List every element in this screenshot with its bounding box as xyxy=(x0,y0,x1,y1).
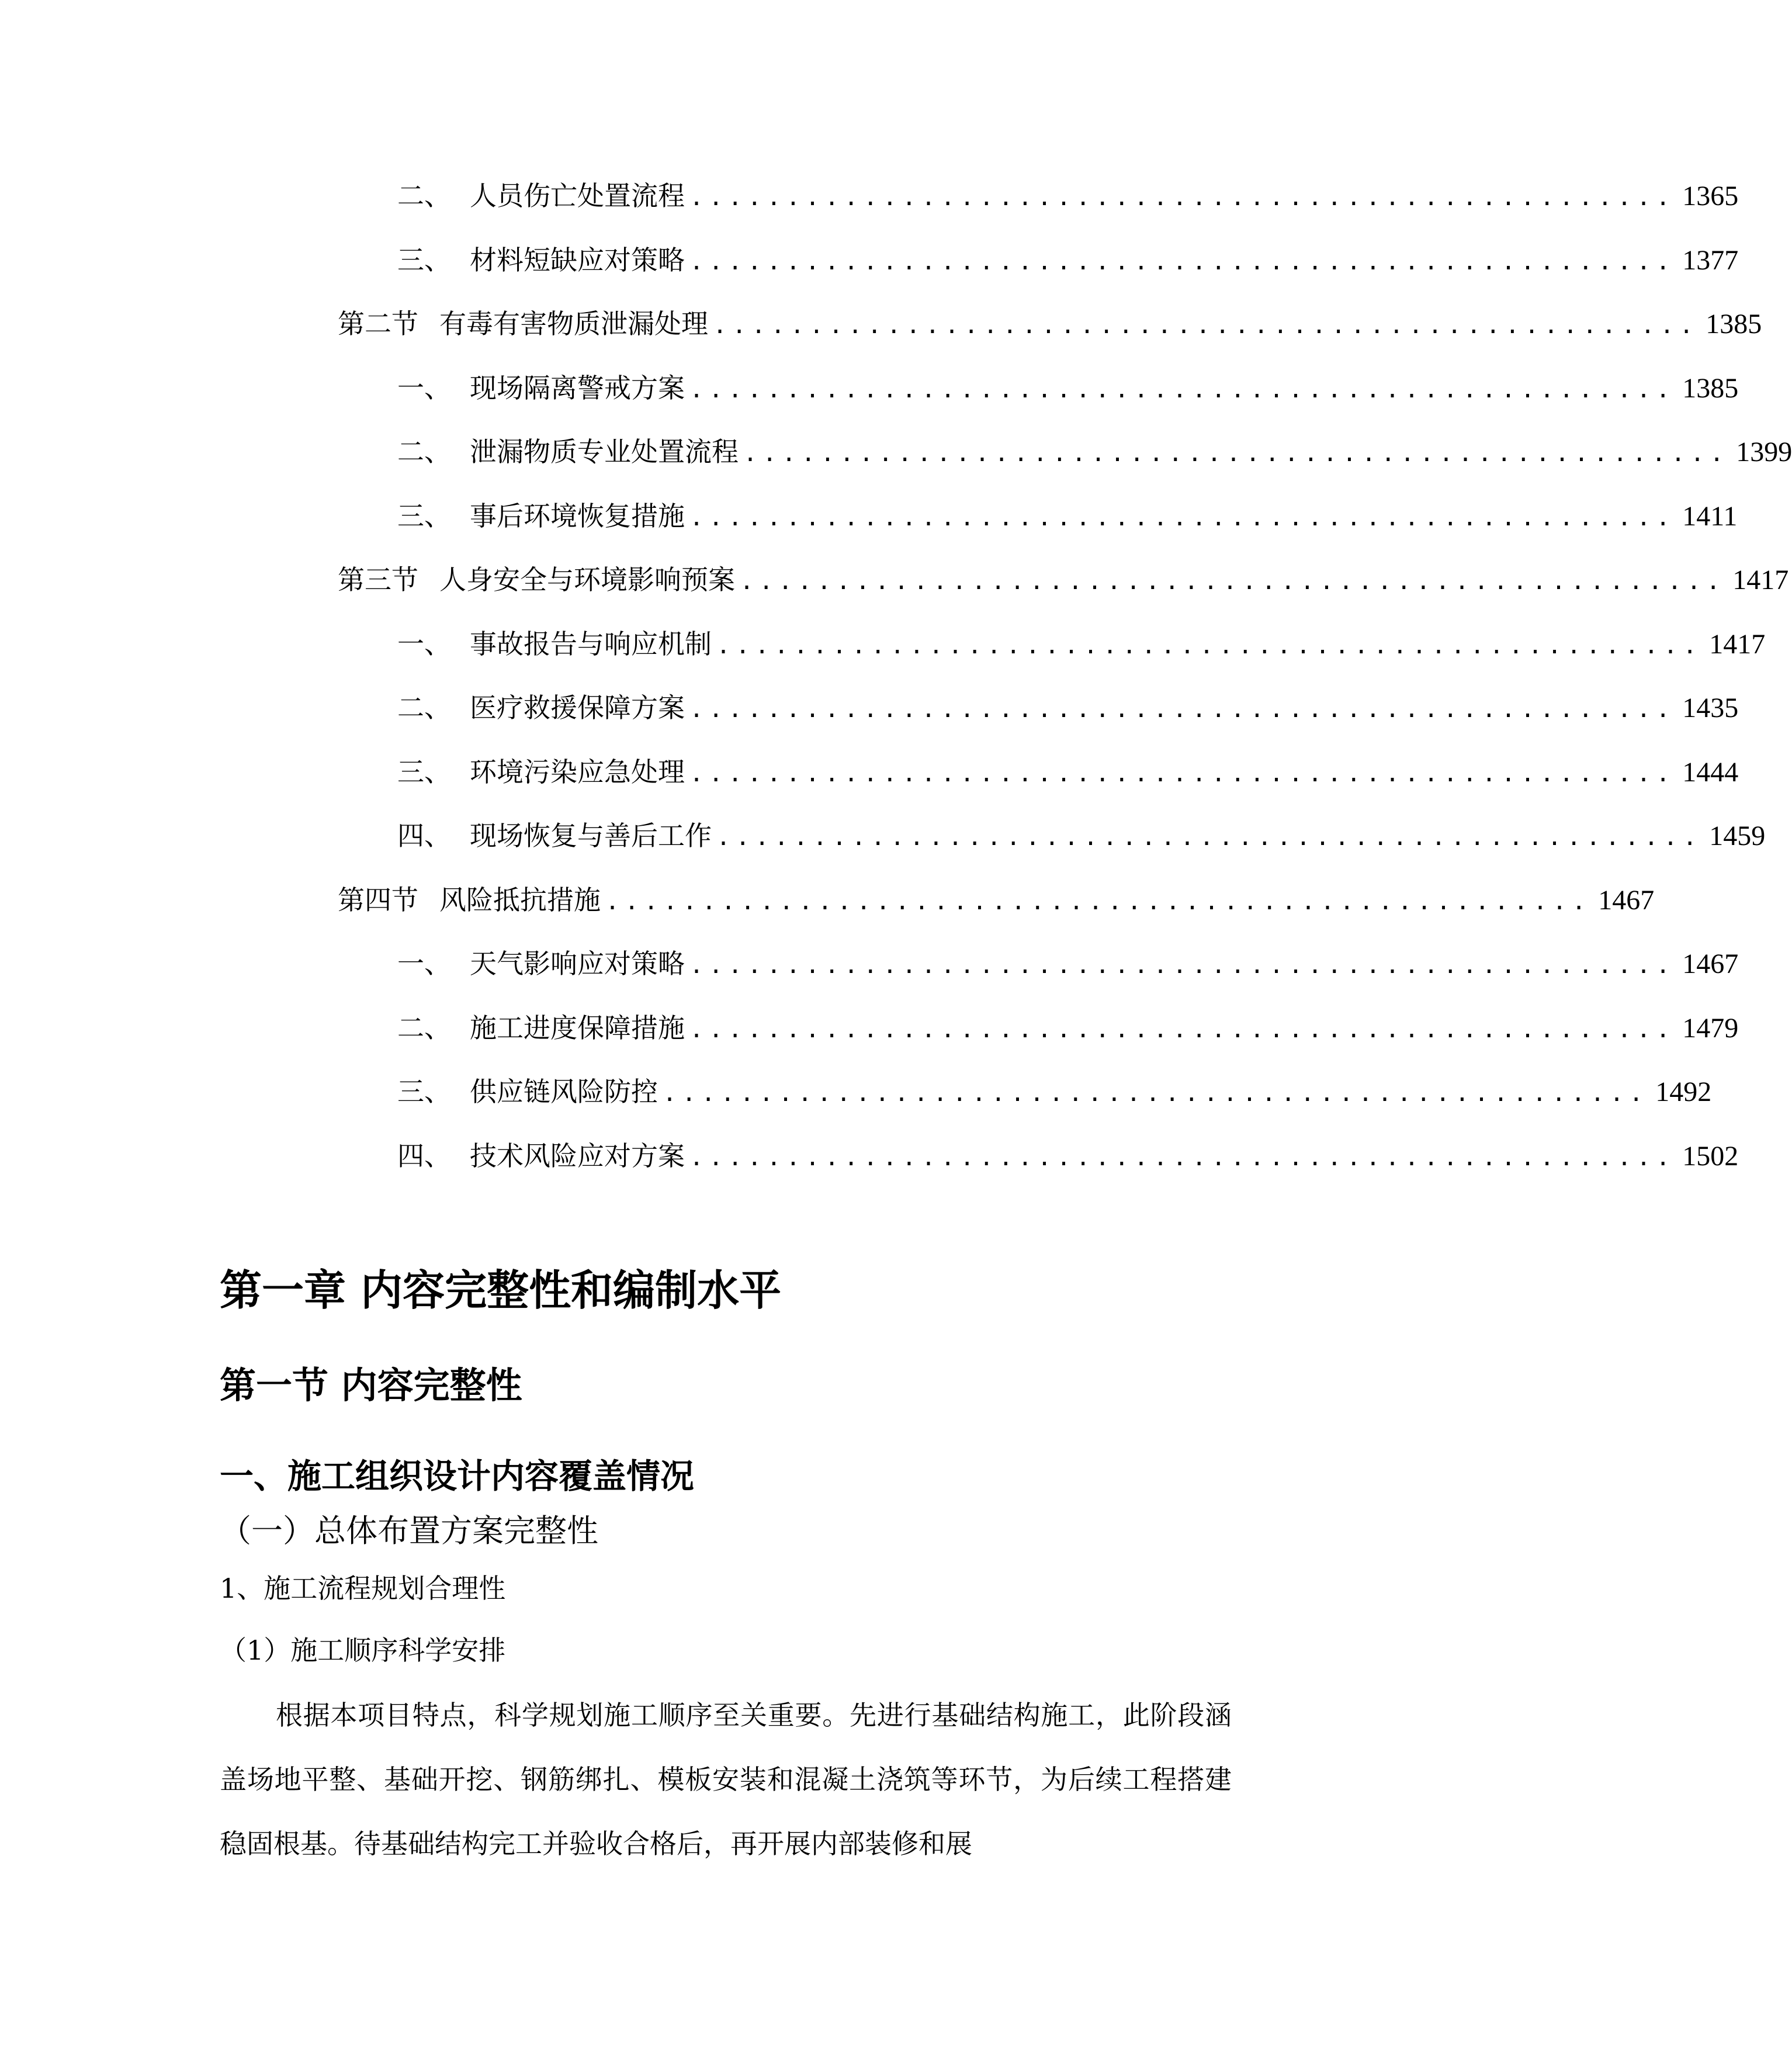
toc-entry[interactable] xyxy=(397,818,1766,853)
toc-entry-title: 现场隔离警戒方案 xyxy=(470,372,685,404)
toc-entry-title: 事故报告与响应机制 xyxy=(470,628,712,660)
toc-entry-number: 二、 xyxy=(397,436,451,468)
toc-entry-number: 一、 xyxy=(397,628,451,660)
toc-entry-title: 泄漏物质专业处置流程 xyxy=(470,436,739,468)
toc-entry[interactable] xyxy=(397,754,1739,789)
toc-entry[interactable] xyxy=(397,1010,1739,1045)
toc-dot-leader: ................................................... xyxy=(689,1016,1676,1043)
toc-page-number: 1385 xyxy=(1706,309,1762,340)
toc-page-number: 1502 xyxy=(1682,1141,1739,1172)
toc-entry-title: 有毒有害物质泄漏处理 xyxy=(439,308,708,340)
toc-entry-number: 二、 xyxy=(397,1012,451,1044)
toc-dot-leader: ................................................... xyxy=(689,1144,1676,1171)
toc-entry[interactable] xyxy=(397,178,1739,213)
toc-entry[interactable] xyxy=(397,498,1738,534)
toc-entry-title: 天气影响应对策略 xyxy=(470,948,685,979)
toc-page-number: 1467 xyxy=(1598,885,1655,916)
toc-entry[interactable] xyxy=(338,562,1789,597)
toc-dot-leader: ................................................... xyxy=(689,504,1676,531)
toc-page-number: 1385 xyxy=(1682,373,1739,404)
toc-entry[interactable] xyxy=(397,1074,1712,1109)
toc-entry-number: 一、 xyxy=(397,372,451,404)
toc-page-number: 1467 xyxy=(1682,948,1739,979)
toc-entry[interactable] xyxy=(397,626,1766,662)
toc-entry-title: 供应链风险防控 xyxy=(470,1076,658,1107)
toc-entry-title: 技术风险应对方案 xyxy=(470,1140,685,1172)
toc-dot-leader: ................................................... xyxy=(663,1080,1649,1107)
toc-entry[interactable] xyxy=(397,434,1792,469)
toc-entry[interactable] xyxy=(397,690,1739,725)
chapter-heading: 第一章 内容完整性和编制水平 xyxy=(220,1266,782,1315)
toc-page-number: 1417 xyxy=(1732,565,1789,595)
toc-dot-leader: ................................................... xyxy=(605,888,1592,915)
toc-entry-number: 二、 xyxy=(397,692,451,723)
toc-page-number: 1417 xyxy=(1709,629,1766,660)
toc-entry[interactable] xyxy=(397,243,1739,278)
toc-entry-number: 第三节 xyxy=(338,564,418,595)
toc-dot-leader: ................................................... xyxy=(689,248,1676,275)
toc-dot-leader: ................................................... xyxy=(716,632,1703,659)
toc-page-number: 1399 xyxy=(1736,437,1792,468)
toc-dot-leader: ................................................... xyxy=(716,824,1703,851)
subsection-heading-level3: 1、施工流程规划合理性 xyxy=(220,1573,506,1604)
toc-entry-title: 医疗救援保障方案 xyxy=(470,692,685,723)
toc-entry-number: 一、 xyxy=(397,948,451,979)
toc-dot-leader: ................................................... xyxy=(689,760,1676,787)
subsection-heading: 一、施工组织设计内容覆盖情况 xyxy=(220,1456,695,1496)
toc-entry[interactable] xyxy=(338,306,1762,341)
toc-entry-title: 现场恢复与善后工作 xyxy=(470,820,712,851)
subsection-heading-level2: （一）总体布置方案完整性 xyxy=(220,1512,598,1549)
toc-entry-number: 三、 xyxy=(397,500,451,532)
toc-page-number: 1411 xyxy=(1682,501,1738,532)
toc-entry-title: 环境污染应急处理 xyxy=(470,756,685,788)
toc-entry-title: 事后环境恢复措施 xyxy=(470,500,685,532)
toc-page-number: 1444 xyxy=(1682,757,1739,788)
toc-dot-leader: ................................................... xyxy=(743,440,1729,467)
toc-dot-leader: ................................................... xyxy=(713,312,1699,339)
toc-entry-title: 人身安全与环境影响预案 xyxy=(439,564,735,595)
toc-page-number: 1459 xyxy=(1709,820,1766,851)
toc-page-number: 1377 xyxy=(1682,245,1739,276)
toc-entry-number: 四、 xyxy=(397,1140,451,1172)
toc-page-number: 1365 xyxy=(1682,181,1739,212)
toc-page-number: 1435 xyxy=(1682,692,1739,723)
toc-entry[interactable] xyxy=(338,882,1655,917)
toc-entry-number: 三、 xyxy=(397,244,451,276)
toc-page-number: 1492 xyxy=(1655,1076,1712,1107)
toc-dot-leader: ................................................... xyxy=(689,184,1676,211)
toc-entry-number: 三、 xyxy=(397,756,451,788)
toc-dot-leader: ................................................... xyxy=(740,568,1726,595)
toc-entry-number: 三、 xyxy=(397,1076,451,1107)
toc-page-number: 1479 xyxy=(1682,1013,1739,1044)
toc-entry-number: 第二节 xyxy=(338,308,418,340)
toc-entry-number: 四、 xyxy=(397,820,451,851)
toc-entry[interactable] xyxy=(397,1138,1739,1173)
toc-dot-leader: ................................................... xyxy=(689,952,1676,979)
toc-entry-title: 人员伤亡处置流程 xyxy=(470,180,685,212)
section-heading: 第一节 内容完整性 xyxy=(220,1364,522,1407)
toc-entry-number: 第四节 xyxy=(338,884,418,916)
toc-entry-number: 二、 xyxy=(397,180,451,212)
toc-entry-title: 施工进度保障措施 xyxy=(470,1012,685,1044)
toc-entry[interactable] xyxy=(397,946,1739,981)
toc-entry-title: 材料短缺应对策略 xyxy=(470,244,685,276)
body-paragraph: 根据本项目特点，科学规划施工顺序至关重要。先进行基础结构施工，此阶段涵盖场地平整、基础开挖、钢筋绑扎、模板安装和混凝土浇筑等环节，为后续工程搭建稳固根基。待基础结构完工并验收合格后，再开展内部装修和展 xyxy=(220,1699,1232,1859)
toc-entry[interactable] xyxy=(397,370,1739,406)
toc-dot-leader: ................................................... xyxy=(689,376,1676,403)
toc-entry-title: 风险抵抗措施 xyxy=(439,884,601,916)
toc-dot-leader: ................................................... xyxy=(689,696,1676,723)
subsection-heading-level4: （1）施工顺序科学安排 xyxy=(220,1635,506,1666)
